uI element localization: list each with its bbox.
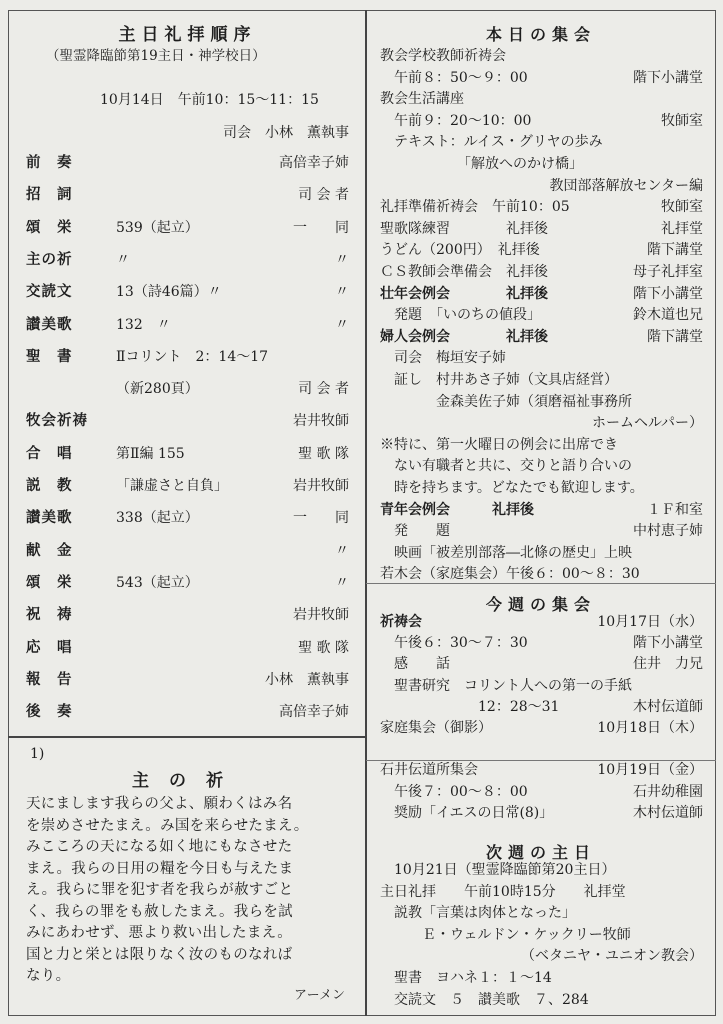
today-meeting-text: 若木会（家庭集会）午後６：00～８：30 — [380, 566, 640, 583]
worship-order-title: 主日礼拝順序 — [118, 25, 257, 45]
prayer-line: なり。 — [26, 968, 71, 984]
order-detail: 13（詩46篇）〃 — [116, 284, 222, 301]
week-meeting-text: 12：28～31 — [380, 698, 560, 715]
order-person: 〃 — [335, 284, 349, 301]
order-detail: 第Ⅱ編 155 — [116, 445, 185, 462]
order-person: 〃 — [335, 316, 349, 333]
week-meeting-detail: 石井幼稚園 — [633, 783, 703, 800]
prayer-number: 1) — [30, 746, 45, 762]
section-divider-today — [366, 583, 716, 584]
today-meeting-text: 礼拝準備祈祷会 午前10：05 — [380, 199, 570, 216]
today-meeting-text: 証し 村井あさ子姉（文具店経営） — [380, 372, 618, 388]
prayer-line: まえ。我らの日用の糧を今日も与えたま — [26, 860, 294, 877]
week-meeting-detail: 木村伝道師 — [633, 804, 703, 821]
today-meeting-text: 午前８：50～９：00 — [380, 69, 528, 86]
order-detail: 132 〃 — [116, 316, 171, 333]
today-meeting-text: ＣＳ教師会準備会 礼拝後 — [380, 264, 548, 280]
worship-subtitle: （聖霊降臨節第19主日・神学校日） — [46, 48, 266, 64]
today-meetings-title: 本日の集会 — [485, 25, 596, 44]
week-meeting-detail: 木村伝道師 — [633, 698, 703, 715]
order-item: 讃美歌 — [26, 316, 73, 333]
today-meeting-detail: 鈴木道也兄 — [633, 307, 703, 324]
prayer-line: え。我らに罪を犯す者を我らが赦すごと — [26, 882, 294, 898]
today-meeting-text: うどん（200円） 礼拝後 — [380, 242, 540, 259]
next-sunday-text: 10月21日（聖霊降臨節第20主日） — [380, 862, 616, 878]
today-meeting-text: 婦人会例会 礼拝後 — [380, 328, 548, 345]
today-meeting-detail: 階下講堂 — [647, 328, 703, 345]
today-meeting-text: 司会 梅垣安子姉 — [380, 350, 506, 367]
prayer-title: 主の祈 — [132, 771, 243, 791]
order-person: 〃 — [335, 542, 349, 559]
order-person: 聖 歌 隊 — [298, 445, 349, 462]
week-meeting-detail: 階下小講堂 — [633, 635, 703, 652]
order-person: 小林 薫執事 — [265, 671, 349, 688]
order-item: 頌 栄 — [26, 219, 73, 236]
order-person: 〃 — [335, 251, 349, 268]
order-item: 報 告 — [26, 671, 73, 688]
next-sunday-text: 聖書 ヨハネ１：１～14 — [380, 970, 552, 986]
order-person: 司 会 者 — [298, 381, 349, 398]
today-meeting-text: ※特に、第一火曜日の例会に出席でき — [380, 436, 618, 453]
prayer-line: みこころの天になる如く地にもなさせた — [26, 839, 293, 855]
order-person: 一 同 — [293, 219, 349, 236]
order-detail: 〃 — [116, 251, 130, 268]
next-sunday-text: 主日礼拝 午前10時15分 礼拝堂 — [380, 883, 626, 900]
order-item: 祝 祷 — [26, 607, 73, 624]
week-meeting-text: 家庭集会（御影） — [380, 720, 492, 736]
today-meeting-text: 青年会例会 礼拝後 — [380, 501, 534, 518]
today-meeting-text: 教会学校教師祈祷会 — [380, 48, 506, 64]
order-person: 〃 — [335, 574, 349, 591]
order-detail: 539（起立） — [116, 219, 199, 236]
prayer-line: く、我らの罪をも赦したまえ。我らを試 — [26, 903, 293, 920]
today-meeting-text: 聖歌隊練習 礼拝後 — [380, 220, 548, 237]
today-meeting-detail: 中村恵子姉 — [633, 523, 703, 540]
order-item: 主の祈 — [26, 251, 73, 268]
order-item: 後 奏 — [26, 704, 73, 721]
today-meeting-text: 教会生活講座 — [380, 91, 464, 108]
order-item: 説 教 — [26, 478, 73, 494]
today-meeting-detail: 階下小講堂 — [633, 69, 703, 86]
week-meeting-text: 聖書研究 コリント人への第一の手紙 — [380, 677, 632, 694]
week-meetings-title: 今週の集会 — [485, 595, 596, 614]
week-meeting-text: 感 話 — [380, 656, 450, 673]
today-meeting-detail: 礼拝堂 — [661, 220, 703, 237]
today-meeting-detail: 母子礼拝室 — [633, 264, 703, 280]
next-sunday-detail: （ベタニヤ・ユニオン教会） — [521, 948, 703, 965]
order-item: 讃美歌 — [26, 510, 73, 527]
week-meeting-detail: 住井 力兄 — [633, 656, 703, 673]
order-person: 一 同 — [293, 510, 349, 527]
worship-date-time: 10月14日 午前10：15～11：15 — [100, 92, 319, 108]
today-meeting-text: 午前９：20～10：00 — [380, 112, 532, 129]
next-sunday-text: 交読文 ５ 讃美歌 ７、284 — [380, 991, 589, 1008]
week-meeting-detail: 10月19日（金） — [597, 762, 703, 779]
today-meeting-detail: 階下小講堂 — [633, 285, 703, 302]
prayer-line: みにあわせず、悪より救い出したまえ。 — [26, 925, 293, 941]
lords-prayer-text — [26, 794, 356, 988]
today-meeting-text: テキスト：ルイス・グリヤの歩み — [380, 134, 603, 151]
prayer-line: 国と力と栄とは限りなく汝のものなれば — [26, 946, 293, 963]
prayer-line: 天にまします我らの父よ、願わくはみ名 — [26, 796, 293, 812]
order-person: 司 会 者 — [298, 187, 349, 204]
week-meeting-detail: 10月17日（水） — [597, 614, 703, 630]
order-item: 聖 書 — [26, 348, 73, 365]
order-detail: 543（起立） — [116, 574, 199, 591]
today-meeting-text: 「解放へのかけ橋」 — [380, 156, 583, 172]
order-detail: 338（起立） — [116, 510, 199, 527]
order-person: 聖 歌 隊 — [298, 639, 349, 656]
today-meeting-text: 時を持ちます。どなたでも歓迎します。 — [380, 480, 644, 496]
today-meeting-text: 金森美佐子姉（須磨福祉事務所 — [380, 393, 632, 410]
today-meeting-text: ない有職者と共に、交りと語り合いの — [380, 458, 632, 475]
section-divider-week — [366, 760, 716, 761]
next-sunday-title: 次週の主日 — [485, 843, 596, 862]
order-item: 頌 栄 — [26, 574, 73, 591]
today-meeting-text: 映画「被差別部落―北條の歴史」上映 — [380, 544, 632, 561]
today-meeting-detail: 教団部落解放センター編 — [549, 177, 703, 194]
order-person: 岩井牧師 — [293, 413, 349, 430]
order-person: 高倍幸子姉 — [279, 155, 349, 171]
week-meeting-text: 祈祷会 — [380, 614, 422, 630]
next-sunday-text: Ｅ・ウェルドン・ケックリー牧師 — [380, 926, 631, 943]
today-meeting-detail: ホームヘルパー） — [591, 415, 703, 432]
week-meeting-detail: 10月18日（木） — [597, 720, 703, 736]
column-divider — [365, 10, 367, 1016]
next-sunday-text: 説教「言葉は肉体となった」 — [380, 905, 576, 922]
order-item: 前 奏 — [26, 155, 73, 171]
order-item: 牧会祈祷 — [26, 413, 88, 430]
today-meeting-text: 発題 「いのちの値段」 — [380, 307, 541, 324]
order-detail: Ⅱコリント 2：14～17 — [116, 348, 269, 365]
order-detail: 「謙虚さと自負」 — [116, 478, 228, 494]
prayer-line: を崇めさせたまえ。み国を来らせたまえ。 — [26, 817, 309, 834]
week-meeting-text: 石井伝道所集会 — [380, 762, 478, 779]
today-meeting-text: 壮年会例会 礼拝後 — [380, 285, 548, 302]
week-meeting-text: 午後７：00～８：00 — [380, 783, 528, 800]
today-meeting-detail: １Ｆ和室 — [647, 501, 703, 518]
today-meeting-text: 発 題 — [380, 523, 450, 540]
week-meeting-text: 午後６：30～７：30 — [380, 635, 528, 652]
worship-presider: 司会 小林 薫執事 — [223, 125, 349, 141]
order-person: 岩井牧師 — [293, 478, 349, 494]
today-meeting-detail: 牧師室 — [661, 112, 703, 129]
section-divider-left — [8, 736, 365, 738]
order-item: 合 唱 — [26, 445, 73, 462]
order-person: 高倍幸子姉 — [279, 704, 349, 721]
order-item: 交読文 — [26, 284, 73, 301]
prayer-amen: アーメン — [294, 988, 345, 1003]
order-item: 応 唱 — [26, 639, 73, 656]
order-item: 招 詞 — [26, 187, 73, 204]
week-meeting-text: 奨励「イエスの日常(8)」 — [380, 804, 554, 821]
today-meeting-detail: 階下講堂 — [647, 242, 703, 259]
order-item: 献 金 — [26, 542, 73, 559]
order-person: 岩井牧師 — [293, 607, 349, 624]
today-meeting-detail: 牧師室 — [661, 199, 703, 216]
order-detail: （新280頁） — [116, 381, 199, 398]
